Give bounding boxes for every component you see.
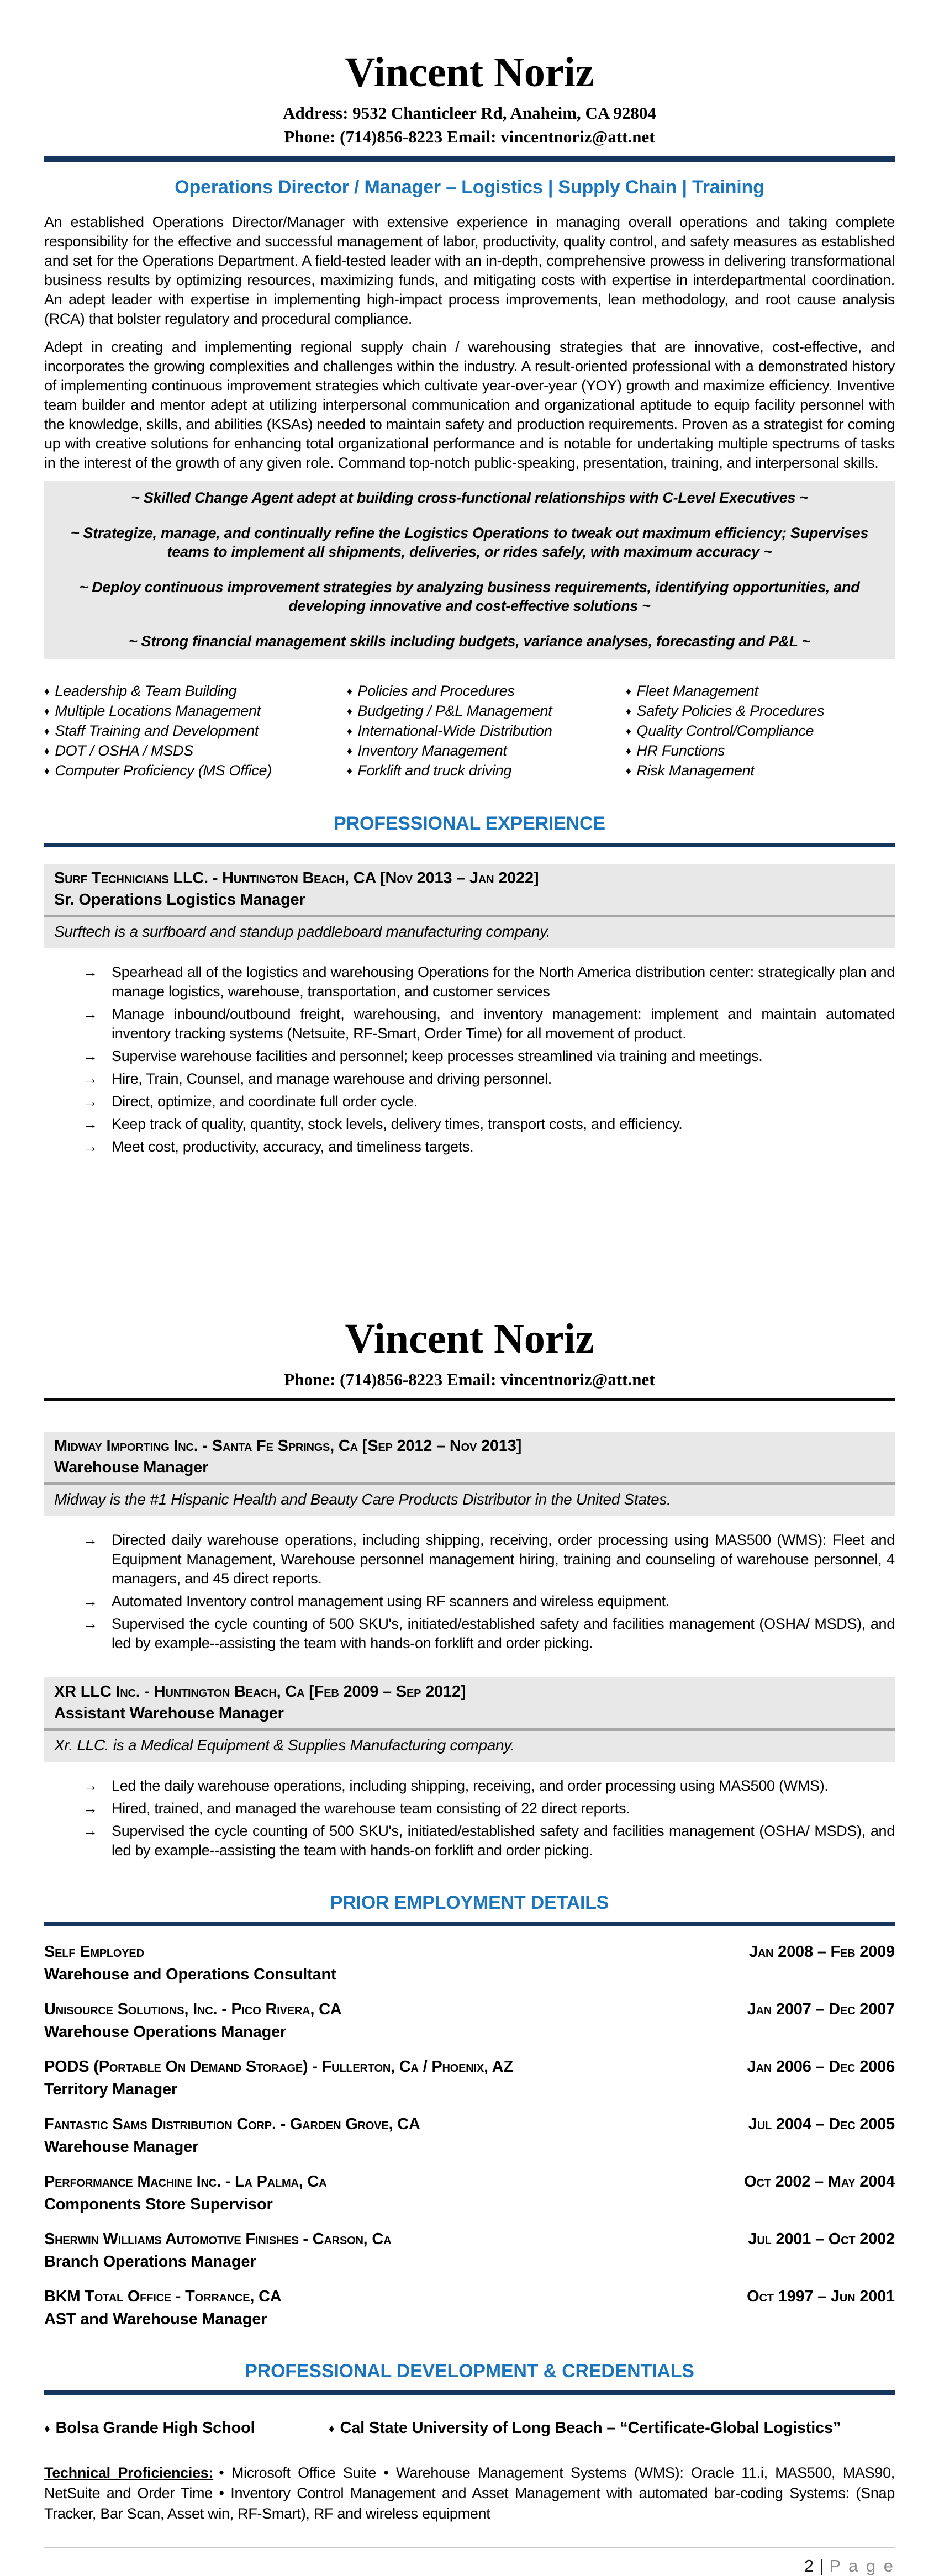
prior-entry — [44, 2230, 895, 2271]
prior-entry-left — [44, 1943, 336, 1984]
competency-item — [347, 701, 626, 721]
diamond-bullet-icon: ♦ — [44, 746, 50, 758]
footer-page-label: P a g e — [829, 2556, 895, 2576]
arrow-bullet-icon: → — [83, 1006, 98, 1023]
arrow-bullet-icon: → — [83, 1593, 98, 1610]
phone-email-line: Phone: (714)856-8223 Email: vincentnoriz@att.net — [284, 1369, 655, 1389]
job-header-band — [44, 864, 895, 948]
credential-label: Cal State University of Long Beach – “Certificate-Global Logistics” — [340, 2419, 841, 2437]
footer-separator: | — [819, 2556, 824, 2576]
prior-title: Branch Operations Manager — [44, 2253, 256, 2271]
job-company: XR LLC Inc. - Huntington Beach, Ca [Feb 2009 – Sep 2012] — [54, 1683, 466, 1701]
job-bullet-list — [44, 1530, 895, 1653]
prior-dates: Jul 2001 – Oct 2002 — [748, 2230, 895, 2248]
competency-item — [44, 701, 347, 721]
bullet-text: Direct, optimize, and coordinate full order cycle. — [112, 1093, 418, 1110]
competency-item — [44, 761, 347, 781]
job-bullet — [83, 1614, 895, 1653]
prior-entry — [44, 1943, 895, 1984]
competency-item — [347, 741, 626, 761]
section-heading-professional-experience: PROFESSIONAL EXPERIENCE — [334, 813, 605, 835]
bullet-text: Automated Inventory control management using RF scanners and wireless equipment. — [112, 1593, 670, 1610]
diamond-bullet-icon: ♦ — [329, 2422, 335, 2436]
job-title: Warehouse Manager — [54, 1459, 209, 1477]
prior-dates: Jul 2004 – Dec 2005 — [748, 2115, 895, 2134]
job-bullet — [83, 1069, 895, 1089]
job-header-band — [44, 1677, 895, 1762]
prior-entry-left — [44, 2288, 282, 2329]
section-heading-professional-development: PROFESSIONAL DEVELOPMENT & CREDENTIALS — [245, 2361, 694, 2382]
job-bullet — [83, 1115, 895, 1134]
prior-title: Warehouse Manager — [44, 2138, 199, 2156]
prior-title: Warehouse and Operations Consultant — [44, 1966, 336, 1984]
header-rule — [44, 156, 895, 162]
footer-rule — [44, 2547, 895, 2548]
bullet-text: Meet cost, productivity, accuracy, and timeliness targets. — [112, 1138, 474, 1155]
job-xr-llc — [44, 1677, 895, 1860]
diamond-bullet-icon: ♦ — [626, 686, 631, 698]
prior-title: Components Store Supervisor — [44, 2195, 273, 2214]
job-bullet — [83, 1592, 895, 1611]
section-rule — [44, 2390, 895, 2395]
prior-entry — [44, 2000, 895, 2041]
competency-item — [44, 741, 347, 761]
competency-label: Computer Proficiency (MS Office) — [55, 762, 272, 779]
bullet-text: Keep track of quality, quantity, stock levels, delivery times, transport costs, and efficiency. — [112, 1116, 683, 1133]
competency-item — [626, 682, 895, 701]
prior-entry — [44, 2058, 895, 2099]
prior-company: Sherwin Williams Automotive Finishes - Carson, Ca — [44, 2230, 392, 2248]
bullet-text: Led the daily warehouse operations, including shipping, receiving, and order processing using MAS500 (WMS). — [112, 1777, 829, 1794]
job-surf-technicians — [44, 864, 895, 1157]
competency-column-1 — [44, 682, 347, 781]
prior-company: Performance Machine Inc. - La Palma, Ca — [44, 2173, 327, 2191]
job-description: Midway is the #1 Hispanic Health and Beauty Care Products Distributor in the United States. — [54, 1491, 671, 1508]
page-number: 2 — [804, 2556, 814, 2576]
competency-label: Policies and Procedures — [357, 683, 515, 700]
prior-entry — [44, 2173, 895, 2214]
credentials-row — [44, 2419, 895, 2437]
page1-header — [44, 0, 895, 147]
prior-entry-left — [44, 2230, 391, 2271]
competency-label: Multiple Locations Management — [55, 703, 261, 720]
bullet-text: Directed daily warehouse operations, including shipping, receiving, order processing using MAS500 (WMS): Fleet and Equipment Management, Warehouse personnel management hiring, training and counseling of warehouse personnel, 4 managers, and 45 direct reports. — [112, 1532, 895, 1587]
prior-company: PODS (Portable On Demand Storage) - Fullerton, Ca / Phoenix, AZ — [44, 2058, 513, 2076]
bullet-text: Supervised the cycle counting of 500 SKU's, initiated/established safety and facilities management (OSHA/ MSDS), and led by example--assisting the team with hands-on forklift and order picking. — [112, 1616, 895, 1652]
prior-company: Fantastic Sams Distribution Corp. - Garden Grove, CA — [44, 2115, 420, 2134]
section-rule — [44, 1922, 895, 1926]
competency-item — [44, 721, 347, 741]
bullet-text: Manage inbound/outbound freight, warehousing, and inventory management: implement and maintain automated inventory tracking systems (Netsuite, RF-Smart, Order Time) for all movement of product. — [112, 1006, 895, 1042]
job-header-band — [44, 1432, 895, 1516]
competency-item — [626, 721, 895, 741]
diamond-bullet-icon: ♦ — [44, 2422, 50, 2436]
callout-2: ~ Strategize, manage, and continually refine the Logistics Operations to tweak out maximum efficiency; Supervises teams to implement all shipments, deliveries, or rides safely, with maximum accuracy ~ — [70, 525, 869, 561]
phone-email-line: Phone: (714)856-8223 Email: vincentnoriz@att.net — [284, 126, 655, 146]
arrow-bullet-icon: → — [83, 1048, 98, 1065]
job-description: Surftech is a surfboard and standup paddleboard manufacturing company. — [54, 923, 551, 941]
prior-title: Territory Manager — [44, 2081, 178, 2099]
competency-label: DOT / OSHA / MSDS — [55, 742, 193, 759]
prior-company: BKM Total Office - Torrance, CA — [44, 2288, 282, 2306]
arrow-bullet-icon: → — [83, 1823, 98, 1840]
diamond-bullet-icon: ♦ — [44, 686, 50, 698]
diamond-bullet-icon: ♦ — [347, 746, 352, 758]
competency-column-3 — [626, 682, 895, 781]
callout-3: ~ Deploy continuous improvement strategies by analyzing business requirements, identifying opportunities, and developing innovative and cost-effective solutions ~ — [79, 579, 860, 615]
diamond-bullet-icon: ♦ — [44, 706, 50, 718]
competency-label: Forklift and truck driving — [357, 762, 512, 779]
arrow-bullet-icon: → — [83, 1138, 98, 1155]
technical-proficiencies-label: Technical Proficiencies: — [44, 2464, 214, 2482]
competency-item — [347, 721, 626, 741]
bullet-text: Supervise warehouse facilities and personnel; keep processes streamlined via training and meetings. — [112, 1048, 763, 1065]
diamond-bullet-icon: ♦ — [347, 766, 352, 778]
prior-dates: Jan 2006 – Dec 2006 — [747, 2058, 895, 2076]
page2-header-rule — [44, 1398, 895, 1401]
competency-label: Safety Policies & Procedures — [636, 703, 825, 720]
competency-label: Budgeting / P&L Management — [357, 703, 552, 720]
arrow-bullet-icon: → — [83, 1116, 98, 1133]
technical-proficiencies-text: • Microsoft Office Suite • Warehouse Management Systems (WMS): Oracle 11.i, MAS500, MAS90, NetSuite and Order Time • Inventory Control Management and Asset Management with automated bar-coding Systems: (Snap Tracker, Bar Scan, Asset win, RF-Smart), RF and wireless equipment — [44, 2464, 895, 2522]
competency-label: Fleet Management — [636, 683, 758, 700]
job-bullet — [83, 963, 895, 1001]
competency-item — [626, 741, 895, 761]
diamond-bullet-icon: ♦ — [347, 726, 352, 738]
callout-box — [44, 481, 895, 659]
arrow-bullet-icon: → — [83, 964, 98, 981]
prior-title: AST and Warehouse Manager — [44, 2310, 267, 2329]
address-line: Address: 9532 Chanticleer Rd, Anaheim, CA 92804 — [283, 103, 656, 123]
diamond-bullet-icon: ♦ — [44, 766, 50, 778]
page-footer — [44, 2556, 895, 2576]
bullet-text: Spearhead all of the logistics and warehousing Operations for the North America distribution center: strategically plan and manage logistics, warehouse, transportation, and customer services — [112, 964, 895, 1000]
arrow-bullet-icon: → — [83, 1532, 98, 1549]
job-title: Assistant Warehouse Manager — [54, 1704, 284, 1723]
summary-paragraph-2: Adept in creating and implementing regional supply chain / warehousing strategies that are innovative, cost-effective, and incorporates the growing complexities and challenges within the industry. A result-oriented professional with a demonstrated history of implementing continuous improvement strategies which cultivate year-over-year (YOY) growth and maximize efficiency. Inventive team builder and mentor adept at utilizing interpersonal communication and organizational aptitude to equip facility personnel with the knowledge, skills, and abilities (KSAs) needed to maintain safety and production requirements. Proven as a strategist for coming up with creative solutions for enhancing total organizational performance and is notable for undertaking multiple spectrums of tasks in the interest of the growth of any given role. Command top-notch public-speaking, presentation, training, and interpersonal skills. — [44, 339, 895, 472]
job-bullet — [83, 1005, 895, 1043]
competency-item — [626, 701, 895, 721]
credential-label: Bolsa Grande High School — [55, 2419, 255, 2437]
section-rule — [44, 843, 895, 847]
job-bullet-list — [44, 1776, 895, 1860]
resume-page-2 — [44, 1317, 895, 2576]
technical-proficiencies — [44, 2463, 895, 2524]
job-bullet — [83, 1092, 895, 1111]
prior-entry-left — [44, 2000, 342, 2041]
prior-dates: Jan 2008 – Feb 2009 — [748, 1943, 895, 1961]
diamond-bullet-icon: ♦ — [626, 746, 631, 758]
prior-dates: Oct 1997 – Jun 2001 — [747, 2288, 895, 2306]
prior-employment-list — [44, 1943, 895, 2329]
resume-page-1 — [44, 0, 895, 1157]
diamond-bullet-icon: ♦ — [347, 686, 352, 698]
job-midway-importing — [44, 1432, 895, 1653]
diamond-bullet-icon: ♦ — [347, 706, 352, 718]
arrow-bullet-icon: → — [83, 1777, 98, 1794]
competency-label: Quality Control/Compliance — [636, 722, 814, 740]
competency-item — [626, 761, 895, 781]
callout-1: ~ Skilled Change Agent adept at building cross-functional relationships with C-Level Executives ~ — [131, 489, 808, 506]
job-description: Xr. LLC. is a Medical Equipment & Supplies Manufacturing company. — [54, 1736, 515, 1754]
job-title: Sr. Operations Logistics Manager — [54, 891, 305, 909]
diamond-bullet-icon: ♦ — [626, 766, 631, 778]
job-bullet — [83, 1822, 895, 1860]
callout-4: ~ Strong financial management skills including budgets, variance analyses, forecasting and P&L ~ — [128, 633, 811, 650]
competency-column-2 — [347, 682, 626, 781]
job-bullet — [83, 1137, 895, 1157]
job-bullet-list — [44, 963, 895, 1157]
competency-item — [347, 761, 626, 781]
prior-entry-left — [44, 2058, 513, 2099]
prior-entry-left — [44, 2115, 420, 2156]
arrow-bullet-icon: → — [83, 1800, 98, 1817]
prior-entry-left — [44, 2173, 326, 2214]
prior-dates: Jan 2007 – Dec 2007 — [747, 2000, 895, 2019]
section-heading-prior-employment: PRIOR EMPLOYMENT DETAILS — [330, 1892, 609, 1914]
prior-entry — [44, 2115, 895, 2156]
summary-paragraph-1: An established Operations Director/Manager with extensive experience in managing overall operations and taking complete responsibility for the effective and successful management of labor, productivity, quality control, and safety measures as established and set for the Operations Department. A field-tested leader with an in-depth, comprehensive prowess in delivering transformational business results by optimizing resources, maximizing funds, and mitigating costs with expertise in interdepartmental coordination. An adept leader with expertise in implementing high-impact process improvements, lean methodology, and root cause analysis (RCA) that bolster regulatory and procedural compliance. — [44, 214, 895, 328]
competency-label: Staff Training and Development — [55, 722, 259, 740]
page2-header — [44, 1317, 895, 1390]
person-name: Vincent Noriz — [345, 1316, 594, 1363]
job-bullet — [83, 1799, 895, 1818]
arrow-bullet-icon: → — [83, 1616, 98, 1633]
prior-dates: Oct 2002 – May 2004 — [744, 2173, 895, 2191]
competency-label: International-Wide Distribution — [357, 722, 552, 740]
headline-title: Operations Director / Manager – Logistics | Supply Chain | Training — [175, 177, 764, 198]
page-break-gap — [44, 1160, 895, 1317]
credential-item — [44, 2419, 329, 2437]
credential-item — [329, 2419, 841, 2437]
arrow-bullet-icon: → — [83, 1093, 98, 1110]
arrow-bullet-icon: → — [83, 1070, 98, 1088]
core-competencies — [44, 682, 895, 781]
prior-entry — [44, 2288, 895, 2329]
job-company: Surf Technicians LLC. - Huntington Beach, CA [Nov 2013 – Jan 2022] — [54, 869, 539, 888]
job-bullet — [83, 1047, 895, 1066]
bullet-text: Hired, trained, and managed the warehouse team consisting of 22 direct reports. — [112, 1800, 630, 1817]
person-name: Vincent Noriz — [345, 49, 594, 96]
job-bullet — [83, 1776, 895, 1796]
diamond-bullet-icon: ♦ — [626, 706, 631, 718]
competency-label: Leadership & Team Building — [55, 683, 237, 700]
job-bullet — [83, 1530, 895, 1588]
prior-company: Unisource Solutions, Inc. - Pico Rivera, CA — [44, 2000, 342, 2019]
prior-company: Self Employed — [44, 1943, 144, 1961]
diamond-bullet-icon: ♦ — [44, 726, 50, 738]
diamond-bullet-icon: ♦ — [626, 726, 631, 738]
bullet-text: Supervised the cycle counting of 500 SKU's, initiated/established safety and facilities management (OSHA/ MSDS), and led by example--assisting the team with hands-on forklift and order picking. — [112, 1823, 895, 1859]
competency-label: HR Functions — [636, 742, 725, 759]
bullet-text: Hire, Train, Counsel, and manage warehouse and driving personnel. — [112, 1070, 552, 1088]
competency-label: Risk Management — [636, 762, 755, 779]
competency-item — [44, 682, 347, 701]
competency-label: Inventory Management — [357, 742, 507, 759]
competency-item — [347, 682, 626, 701]
job-company: Midway Importing Inc. - Santa Fe Springs, Ca [Sep 2012 – Nov 2013] — [54, 1437, 522, 1455]
prior-title: Warehouse Operations Manager — [44, 2023, 287, 2041]
